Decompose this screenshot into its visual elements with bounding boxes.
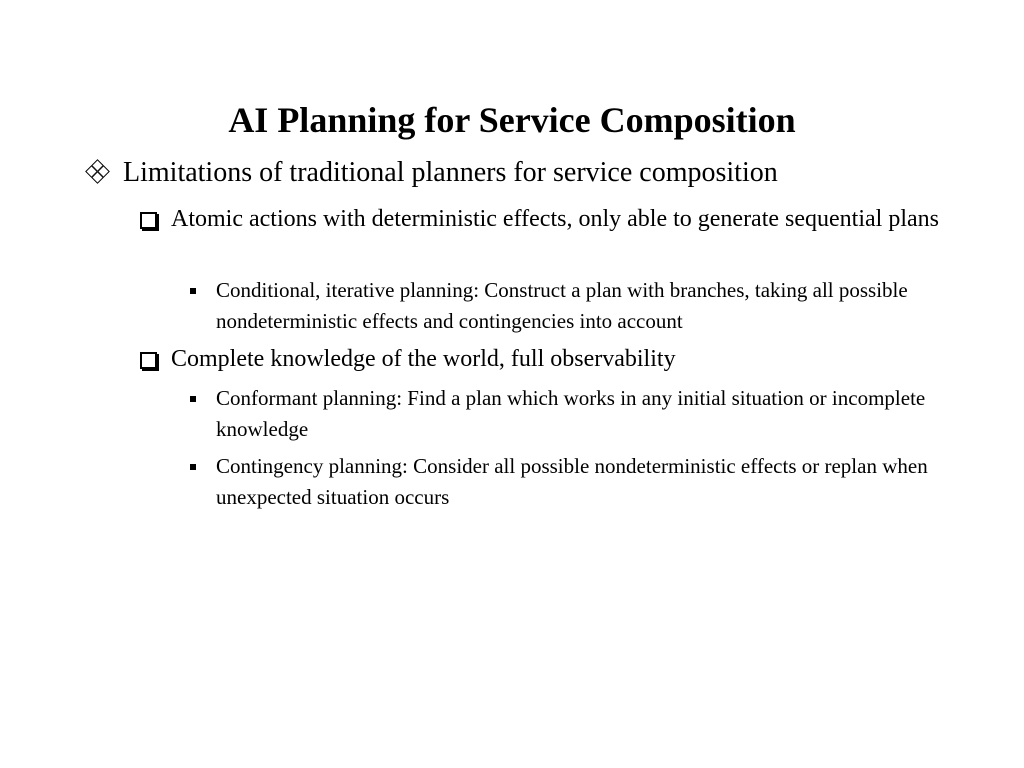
sub-bullet-text: Atomic actions with deterministic effects, only able to generate sequential plans bbox=[171, 206, 939, 232]
sub-sub-bullet-text: Conditional, iterative planning: Construct a plan with branches, taking all possible nondeterministic effects and contingencies into account bbox=[216, 278, 908, 333]
slide-title: AI Planning for Service Composition bbox=[228, 100, 796, 141]
sub-bullet-atomic-actions bbox=[171, 203, 941, 236]
sub-bullet-complete-knowledge bbox=[171, 343, 941, 376]
sub-sub-bullet-text: Conformant planning: Find a plan which works in any initial situation or incomplete knowledge bbox=[216, 386, 926, 441]
sub-sub-bullet-text: Contingency planning: Consider all possible nondeterministic effects or replan when unexpected situation occurs bbox=[216, 454, 928, 509]
sub-sub-bullet-conditional-planning bbox=[216, 275, 946, 337]
four-diamond-bullet-icon bbox=[87, 153, 109, 196]
bullet-text: Limitations of traditional planners for service composition bbox=[123, 157, 778, 188]
sub-bullet-text: Complete knowledge of the world, full observability bbox=[171, 346, 676, 372]
sub-sub-bullet-contingency-planning bbox=[216, 451, 946, 513]
sub-sub-bullet-conformant-planning bbox=[216, 383, 946, 445]
shadowed-square-bullet-icon bbox=[140, 343, 157, 378]
small-square-bullet-icon bbox=[190, 451, 196, 482]
shadowed-square-bullet-icon bbox=[140, 203, 157, 238]
small-square-bullet-icon bbox=[190, 383, 196, 414]
bullet-limitations bbox=[123, 153, 983, 193]
small-square-bullet-icon bbox=[190, 275, 196, 306]
